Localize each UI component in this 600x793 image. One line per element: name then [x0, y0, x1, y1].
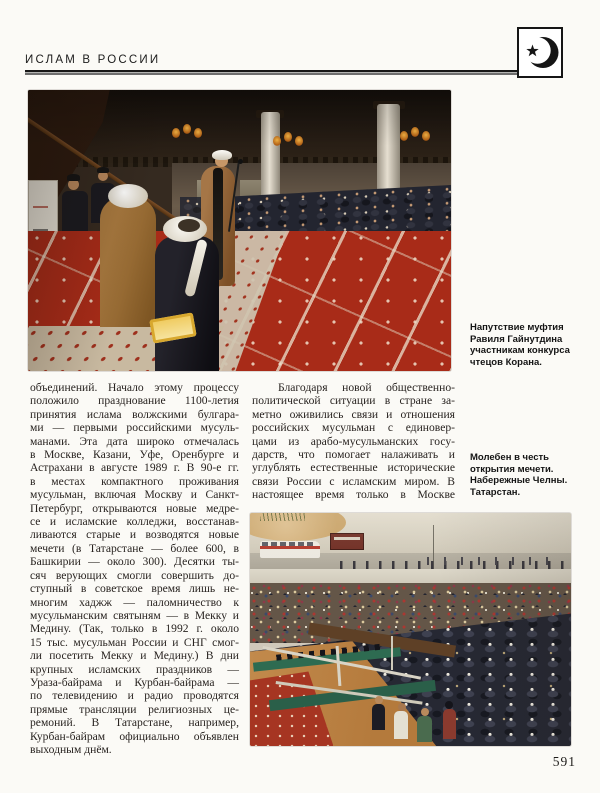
text-line: Молебен в честь [470, 452, 550, 463]
text-column-right [252, 381, 455, 502]
text-line: углублять естественные исторические [252, 461, 455, 475]
text-line: метно оживились связи и отношения [252, 407, 455, 421]
text-line: Астрахани в августе 1989 г. В 90-е гг. [30, 461, 239, 475]
text-line: мусульман, включая Москву и Санкт- [30, 488, 239, 502]
text-line: настоящее время только в Москве [252, 488, 455, 502]
photo-outdoor-prayer [250, 513, 571, 746]
text-line: по телевидению и радио проводятся [30, 689, 239, 703]
text-line: ступный в советское время лишь не- [30, 582, 239, 596]
crescent-star-icon [519, 29, 561, 76]
crescent-star-emblem [517, 27, 563, 78]
text-line: Курбан-байрам официально объявлен [30, 729, 239, 743]
header-rule [25, 70, 518, 75]
text-line: принятия ислама волжскими булгара- [30, 407, 239, 421]
text-line: Равиля Гайнутдина [470, 333, 563, 345]
page-number: 591 [552, 754, 576, 769]
text-line: цами из арабо-мусульманских госу- [252, 434, 455, 448]
text-column-left [30, 381, 239, 756]
photo-vignette [28, 90, 451, 371]
text-line: 15 тыс. мусульман России и СНГ смог- [30, 635, 239, 649]
photo-vignette [250, 513, 571, 746]
text-line: мечети (в Татарстане — более 600, в [30, 541, 239, 555]
text-line: ми — первыми российскими мусуль- [30, 421, 239, 435]
text-line: сяч верующих смогли совершить до- [30, 568, 239, 582]
text-line: участникам конкурса [470, 345, 570, 357]
text-line: прямые трансляции религиозных це- [30, 702, 239, 716]
photo-mosque-interior [28, 90, 451, 371]
text-line: открытия мечети. [470, 463, 554, 475]
text-line: Напутствие муфтия [470, 322, 564, 333]
photo-caption-top [470, 322, 582, 368]
text-line: дарств, что помогает налаживать и [252, 448, 455, 462]
text-line: в местах компактного проживания [30, 474, 239, 488]
text-line: крупных исламских праздников — [30, 662, 239, 676]
text-line: объединений. Начало этому процессу [30, 381, 239, 394]
text-line: манами. Эта дата широко отмечалась [30, 434, 239, 448]
text-line: Благодаря новой общественно- [278, 381, 455, 394]
text-line: Татарстан. [470, 486, 521, 498]
page-header-title: ИСЛАМ В РОССИИ [25, 54, 161, 66]
text-line: Башкирии — около 300). Десятки ты- [30, 555, 239, 569]
text-line: в Москве, Казани, Уфе, Оренбурге и [30, 448, 239, 462]
text-line: выходным днём. [30, 742, 112, 756]
photo-caption-bottom [470, 452, 582, 498]
text-line: Набережные Челны. [470, 475, 568, 487]
text-line: связи России с исламским миром. В [252, 474, 455, 488]
text-line: политической ситуации в стране за- [252, 394, 455, 408]
text-line: Медину. (Так, только в 1992 г. около [30, 622, 239, 636]
text-line: Петербург, открываются новые медре- [30, 501, 239, 515]
text-line: ливаются старые и возводятся новые [30, 528, 239, 542]
text-line: многим хаджж — паломничество к [30, 595, 239, 609]
text-line: положило празднование 1100-летия [30, 394, 239, 408]
text-line: российских мусульман с единовер- [252, 421, 455, 435]
text-line: чтецов Корана. [470, 356, 542, 368]
text-line: Ураза-байрама и Курбан-байрама — [30, 675, 239, 689]
text-line: ремоний. В Татарстане, например, [30, 716, 239, 730]
text-line: се и исламские колледжи, восстанав- [30, 515, 239, 529]
text-line: мусульманским святыням — в Мекку и [30, 608, 239, 622]
text-line: ли посетить Мекку и Медину.) В дни [30, 649, 239, 663]
